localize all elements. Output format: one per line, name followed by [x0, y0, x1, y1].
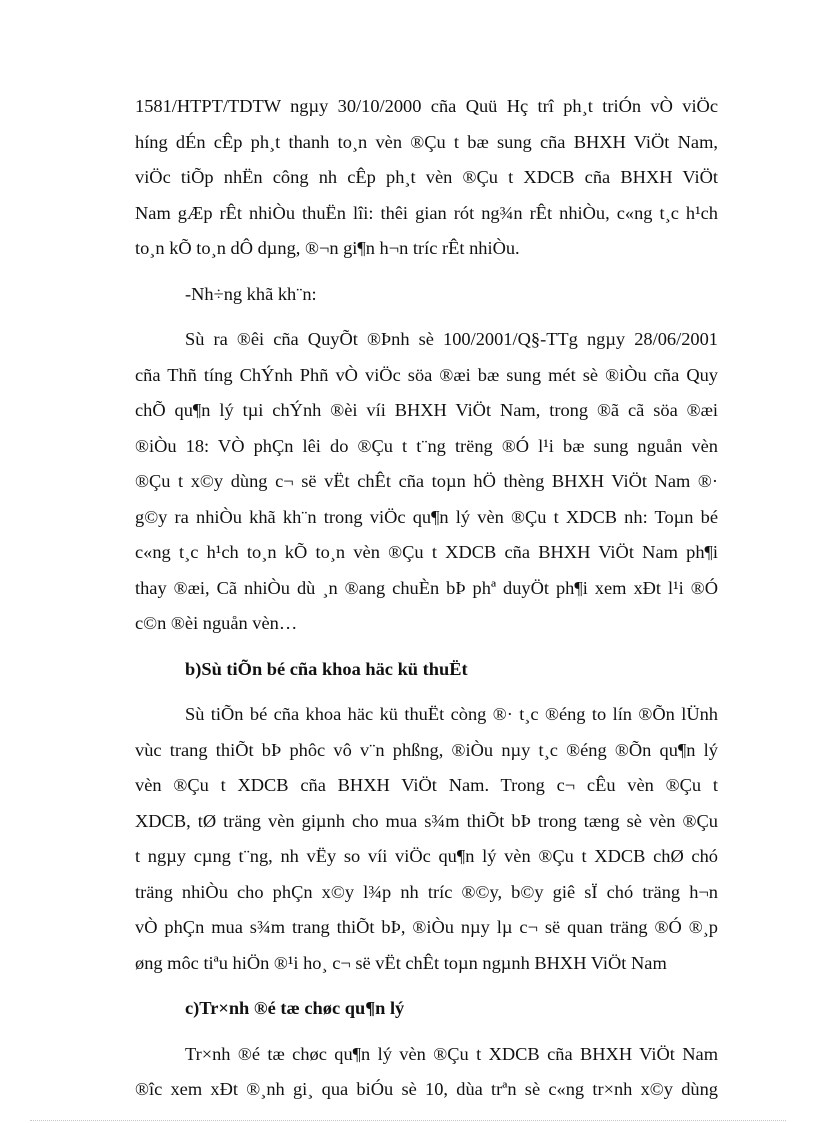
difficulties-label: -Nh÷ng khã kh¨n: [185, 283, 317, 304]
section-heading-c: c)Tr×nh ®é tæ chøc qu¶n lý [185, 998, 405, 1018]
text-line: träng nhiÒu cho phÇn x©y l¾p nh tríc ®©y, b©y giê sÏ chó träng h¬n [135, 881, 718, 902]
text-line: t ngµy cµng t¨ng, nh vËy so víi viÖc qu¶n lý vèn ®Çu t XDCB chØ chó [135, 846, 718, 866]
text-body [135, 89, 718, 1108]
text-line: øng môc tiªu hiÖn ®¹i ho¸ c¬ së vËt chÊt toµn ngµnh BHXH ViÖt Nam [135, 952, 667, 973]
paragraph-thuan-loi [135, 89, 718, 267]
text-line: cña Thñ tíng ChÝnh Phñ vÒ viÖc söa ®æi bæ sung mét sè ®iÒu cña Quy [135, 364, 718, 385]
text-line: 1581/HTPT/TDTW ngµy 30/10/2000 cña Quü Hç trî ph¸t triÓn vÒ viÖc [135, 96, 718, 116]
text-line: viÖc tiÕp nhËn công nh cÊp ph¸t vèn ®Çu t XDCB cña BHXH ViÖt [135, 167, 718, 187]
text-line: ®îc xem xÐt ®¸nh gi¸ qua biÓu sè 10, dùa trªn sè c«ng tr×nh x©y dùng [135, 1079, 718, 1099]
text-line: thay ®æi, Cã nhiÒu dù ¸n ®ang chuÈn bÞ phª duyÖt ph¶i xem xÐt l¹i ®Ó [135, 577, 718, 598]
paragraph-kho-khan [135, 322, 718, 642]
text-line: Nam gÆp rÊt nhiÒu thuËn lîi: thêi gian rót ng¾n rÊt nhiÒu, c«ng t¸c h¹ch [135, 202, 718, 223]
text-line: to¸n kÕ to¸n dÔ dµng, ®¬n gi¶n h¬n tríc rÊt nhiÒu. [135, 238, 520, 258]
page-bottom-divider [30, 1120, 786, 1121]
text-line: g©y ra nhiÒu khã kh¨n trong viÖc qu¶n lý vèn ®Çu t XDCB nh: Toµn bé [135, 506, 718, 527]
text-line: Sù ra ®êi cña QuyÕt ®Þnh sè 100/2001/Q§-TTg ngµy 28/06/2001 [185, 329, 718, 349]
text-line: vèn ®Çu t XDCB cña BHXH ViÖt Nam. Trong c¬ cÊu vèn ®Çu t [135, 775, 718, 795]
text-line: c«ng t¸c h¹ch to¸n kÕ to¸n vèn ®Çu t XDCB cña BHXH ViÖt Nam ph¶i [135, 542, 718, 562]
text-line: vùc trang thiÕt bÞ phôc vô v¨n phßng, ®iÒu nµy t¸c ®éng ®Õn qu¶n lý [135, 739, 718, 760]
text-line: ®iÒu 18: VÒ phÇn lêi do ®Çu t t¨ng trëng ®Ó l¹i bæ sung nguån vèn [135, 435, 718, 456]
text-line: Tr×nh ®é tæ chøc qu¶n lý vèn ®Çu t XDCB cña BHXH ViÖt Nam [185, 1043, 718, 1064]
text-line: Sù tiÕn bé cña khoa häc kü thuËt còng ®· t¸c ®éng to lín ®Õn lÜnh [185, 704, 718, 724]
section-heading-b: b)Sù tiÕn bé cña khoa häc kü thuËt [185, 658, 468, 679]
text-line: híng dÉn cÊp ph¸t thanh to¸n vèn ®Çu t bæ sung cña BHXH ViÖt Nam, [135, 131, 718, 152]
text-line: vÒ phÇn mua s¾m trang thiÕt bÞ, ®iÒu nµy lµ c¬ së quan träng ®Ó ®¸p [135, 917, 718, 937]
text-line: c©n ®èi nguån vèn… [135, 613, 298, 633]
text-line: chÕ qu¶n lý tµi chÝnh ®èi víi BHXH ViÖt Nam, trong ®ã cã söa ®æi [135, 400, 718, 420]
paragraph-khoa-hoc [135, 697, 718, 981]
text-line: XDCB, tØ träng vèn giµnh cho mua s¾m thiÕt bÞ trong tæng sè vèn ®Çu [135, 810, 718, 831]
paragraph-trinh-do [135, 1037, 718, 1108]
text-line: ®Çu t x©y dùng c¬ së vËt chÊt cña toµn hÖ thèng BHXH ViÖt Nam ®· [135, 471, 718, 491]
